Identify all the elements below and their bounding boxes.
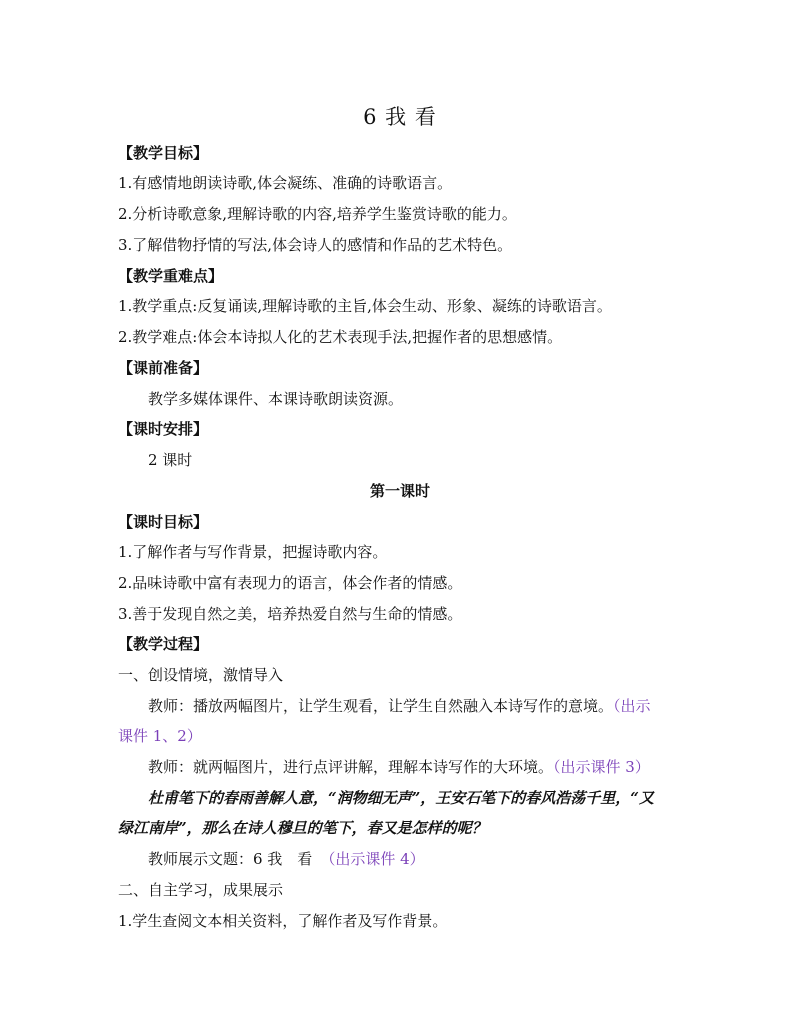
courseware-note: （出示 [613,697,651,715]
keypoint-item: 2.教学难点:体会本诗拟人化的艺术表现手法,把握作者的思想感情。 [118,328,563,346]
paragraph-text: 教师：就两幅图片，进行点评讲解，理解本诗写作的大环境。 [148,758,554,776]
step-one-paragraph-1 [0,696,800,716]
goal-item: 1.有感情地朗读诗歌,体会凝练、准确的诗歌语言。 [118,174,453,192]
keypoints-heading: 【教学重难点】 [118,267,224,285]
lesson-goal-item: 2.品味诗歌中富有表现力的语言，体会作者的情感。 [118,574,463,592]
lesson-one-heading: 第一课时 [369,482,430,500]
step-one-heading: 一、创设情境，激情导入 [118,666,284,684]
schedule-heading: 【课时安排】 [118,420,209,438]
prep-heading: 【课前准备】 [118,359,209,377]
courseware-note: （出示课件 4） [320,850,425,868]
keypoint-item: 1.教学重点:反复诵读,理解诗歌的主旨,体会生动、形象、凝练的诗歌语言。 [118,297,612,315]
step-two-heading: 二、自主学习，成果展示 [118,881,284,899]
process-heading: 【教学过程】 [118,635,209,653]
goal-item: 2.分析诗歌意象,理解诗歌的内容,培养学生鉴赏诗歌的能力。 [118,205,517,223]
document-title: 6 我 看 [363,105,437,129]
schedule-text: 2 课时 [148,451,193,469]
paragraph-text: 教师展示文题：6 我 看 [148,850,313,868]
step-one-paragraph-3-line-1: 杜甫笔下的春雨善解人意，“润物细无声”，王安石笔下的春风浩荡千里，“又 [148,789,654,807]
step-two-item: 1.学生查阅文本相关资料，了解作者及写作背景。 [118,912,448,930]
courseware-note: （出示课件 3） [553,758,650,776]
prep-text: 教学多媒体课件、本课诗歌朗读资源。 [148,390,404,408]
courseware-note: 课件 1、2） [118,727,202,745]
goal-item: 3.了解借物抒情的写法,体会诗人的感情和作品的艺术特色。 [118,236,513,254]
lesson-goal-item: 3.善于发现自然之美，培养热爱自然与生命的情感。 [118,605,463,623]
goals-heading: 【教学目标】 [118,144,209,162]
lesson-goal-item: 1.了解作者与写作背景，把握诗歌内容。 [118,543,388,561]
step-one-paragraph-3-line-2: 绿江南岸”，那么在诗人穆旦的笔下，春又是怎样的呢？ [118,819,487,837]
step-one-paragraph-2 [0,757,800,777]
paragraph-text: 教师：播放两幅图片，让学生观看，让学生自然融入本诗写作的意境。 [148,697,614,715]
lesson-goals-heading: 【课时目标】 [118,513,209,531]
step-one-paragraph-4 [0,849,800,869]
